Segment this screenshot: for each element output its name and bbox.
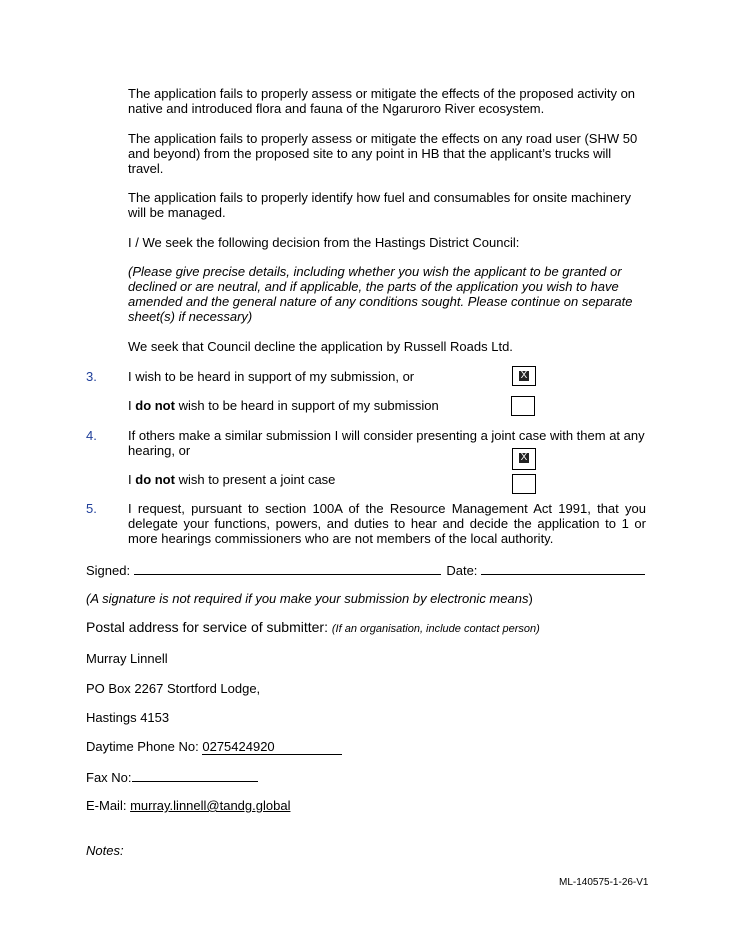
item-3-option-heard: I wish to be heard in support of my submission, or bbox=[128, 369, 415, 384]
signature-note-text: (A signature is not required if you make your submission by electronic means bbox=[86, 591, 529, 606]
signed-label: Signed: bbox=[86, 563, 131, 578]
item-3-number: 3. bbox=[86, 369, 97, 384]
submitter-name: Murray Linnell bbox=[86, 651, 168, 666]
option-text-post: wish to be heard in support of my submission bbox=[178, 398, 439, 413]
heard-checkbox[interactable] bbox=[512, 366, 536, 386]
decision-instructions: (Please give precise details, including whether you wish the applicant to be granted or declined or are neutral, and if applicable, the parts of the application you wish to have amended and the general nature of any conditions sought. Please continue on separate sheet(s) if necessary) bbox=[128, 264, 633, 324]
option-text-pre: I bbox=[128, 472, 132, 487]
postal-address-note: (If an organisation, include contact person) bbox=[331, 623, 540, 635]
fax-row bbox=[86, 768, 258, 785]
paragraph-road-user: The application fails to properly assess or mitigate the effects on any road user (SHW 50 and beyond) from the proposed site to any point in HB that the applicant’s trucks will travel. bbox=[128, 131, 638, 176]
document-reference: ML-140575-1-26-V1 bbox=[559, 877, 649, 888]
signature-note-close: ) bbox=[528, 591, 533, 606]
not-heard-checkbox[interactable] bbox=[511, 396, 535, 416]
paragraph-fuel: The application fails to properly identify how fuel and consumables for onsite machinery will be managed. bbox=[128, 190, 631, 220]
notes-label: Notes: bbox=[86, 843, 124, 858]
signature-note bbox=[86, 591, 533, 606]
date-label: Date: bbox=[446, 563, 478, 578]
item-5-number: 5. bbox=[86, 501, 97, 516]
checkbox-mark: X bbox=[520, 452, 528, 463]
email-row bbox=[86, 798, 290, 813]
item-4-option-joint: If others make a similar submission I will consider presenting a joint case with them at any hearing, or bbox=[128, 428, 645, 458]
date-field[interactable] bbox=[481, 561, 645, 575]
not-joint-case-checkbox[interactable] bbox=[512, 474, 536, 494]
email-label: E-Mail: bbox=[86, 798, 127, 813]
decision-statement: We seek that Council decline the application by Russell Roads Ltd. bbox=[128, 339, 513, 354]
signature-row bbox=[86, 561, 645, 578]
option-text-bold: do not bbox=[135, 472, 175, 487]
joint-case-checkbox[interactable] bbox=[512, 448, 536, 470]
postal-address-heading: Postal address for service of submitter: bbox=[86, 619, 328, 635]
phone-row bbox=[86, 739, 342, 755]
postal-address-heading-row bbox=[86, 620, 540, 637]
option-text-post: wish to present a joint case bbox=[178, 472, 336, 487]
paragraph-flora-fauna: The application fails to properly assess or mitigate the effects of the proposed activity on native and introduced flora and fauna of the Ngaruroro River ecosystem. bbox=[128, 86, 636, 116]
email-value[interactable]: murray.linnell@tandg.global bbox=[130, 798, 291, 813]
signature-field[interactable] bbox=[134, 561, 441, 575]
item-3-option-not-heard bbox=[128, 398, 439, 413]
checkbox-mark: X bbox=[520, 370, 528, 381]
item-4-number: 4. bbox=[86, 428, 97, 443]
phone-label: Daytime Phone No: bbox=[86, 739, 199, 754]
item-5-delegation-request: I request, pursuant to section 100A of the Resource Management Act 1991, that you delegate your functions, powers, and duties to hear and decide the application to 1 or more hearings commissioners who are not members of the local authority. bbox=[128, 501, 646, 546]
decision-heading: I / We seek the following decision from the Hastings District Council: bbox=[128, 235, 520, 250]
option-text-bold: do not bbox=[135, 398, 175, 413]
fax-field[interactable] bbox=[132, 768, 258, 782]
address-line-1: PO Box 2267 Stortford Lodge, bbox=[86, 681, 261, 696]
fax-label: Fax No: bbox=[86, 770, 132, 785]
item-4-option-not-joint bbox=[128, 472, 335, 487]
option-text-pre: I bbox=[128, 398, 132, 413]
phone-value: 0275424920 bbox=[202, 739, 275, 754]
address-line-2: Hastings 4153 bbox=[86, 710, 170, 725]
phone-field[interactable] bbox=[202, 739, 342, 755]
